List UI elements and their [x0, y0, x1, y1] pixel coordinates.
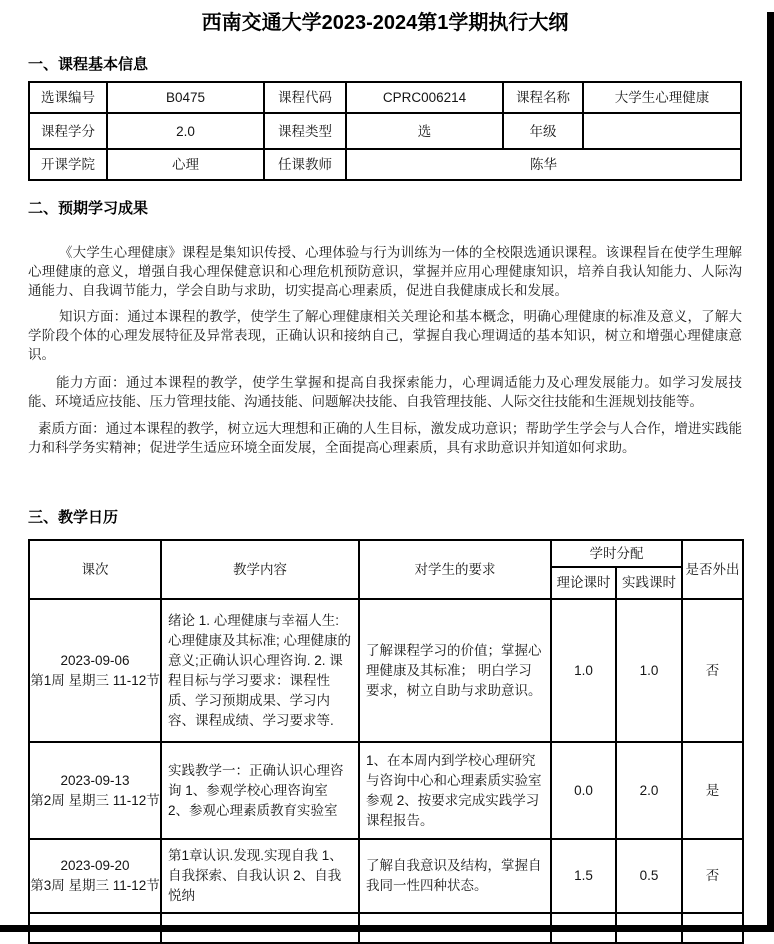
calendar-theory-hours-cell: 1.0	[551, 599, 616, 742]
table-header-row	[29, 540, 743, 567]
section-heading-calendar: 三、教学日历	[28, 509, 119, 526]
course-info-label-cell: 课程代码	[264, 82, 346, 113]
course-info-label-cell: 开课学院	[29, 149, 107, 180]
screen-edge-bottom	[0, 925, 774, 932]
teaching-calendar-table	[28, 539, 744, 944]
course-info-value-cell: 大学生心理健康	[583, 82, 741, 113]
calendar-practice-hours-cell: 1.0	[616, 599, 682, 742]
outcomes-paragraph: 素质方面：通过本课程的教学，树立远大理想和正确的人生目标，激发成功意识；帮助学生学会与人合作，增进实践能力和科学务实精神；促进学生适应环境全面发展，全面提高心理素质，具有求助意识并知道如何求助。	[28, 421, 742, 455]
course-info-label-cell: 课程类型	[264, 113, 346, 149]
document-page	[0, 12, 774, 944]
calendar-outing-cell: 是	[682, 742, 743, 839]
outcomes-paragraph: 能力方面：通过本课程的教学，使学生掌握和提高自我探索能力，心理调适能力及心理发展能力。如学习发展技能、环境适应技能、压力管理技能、沟通技能、问题解决技能、自我管理技能、人际交往技能和生涯规划技能等。	[28, 375, 742, 409]
course-info-value-cell: 心理	[107, 149, 264, 180]
calendar-practice-hours-cell: 2.0	[616, 742, 682, 839]
calendar-practice-hours-cell: 0.5	[616, 839, 682, 913]
table-row	[29, 149, 741, 180]
calendar-header-content: 教学内容	[161, 540, 359, 599]
course-info-label-cell: 课程学分	[29, 113, 107, 149]
table-row	[29, 839, 743, 913]
course-info-value-cell: 选	[346, 113, 503, 149]
outcomes-paragraph: 知识方面：通过本课程的教学，使学生了解心理健康相关关理论和基本概念，明确心理健康的标准及意义，了解大学阶段个体的心理发展特征及异常表现，正确认识和接纳自己，掌握自我心理调适的基本知识，树立和增强心理健康意识。	[28, 309, 742, 362]
calendar-content-cell: 第1章认识.发现.实现自我 1、自我探索、自我认识 2、自我悦纳	[161, 839, 359, 913]
calendar-header-practice-hours: 实践课时	[616, 567, 682, 599]
session-time: 第3周 星期三 11-12节	[30, 878, 160, 893]
course-info-value-cell: 2.0	[107, 113, 264, 149]
calendar-content-cell: 实践教学一：正确认识心理咨询 1、参观学校心理咨询室 2、参观心理素质教育实验室	[161, 742, 359, 839]
calendar-outing-cell: 否	[682, 599, 743, 742]
course-info-label-cell: 课程名称	[503, 82, 583, 113]
course-info-label-cell: 选课编号	[29, 82, 107, 113]
table-row	[29, 599, 743, 742]
course-info-value-cell	[583, 113, 741, 149]
document-title: 西南交通大学2023-2024第1学期执行大纲	[201, 12, 569, 34]
course-info-value-cell: B0475	[107, 82, 264, 113]
calendar-header-requirements: 对学生的要求	[359, 540, 551, 599]
calendar-session-cell	[29, 599, 161, 742]
calendar-header-hours: 学时分配	[551, 540, 682, 567]
session-date: 2023-09-06	[60, 652, 130, 668]
calendar-requirements-cell: 1、在本周内到学校心理研究与咨询中心和心理素质实验室参观 2、按要求完成实践学习课程报告。	[359, 742, 551, 839]
table-row	[29, 82, 741, 113]
calendar-session-cell	[29, 742, 161, 839]
calendar-session-cell	[29, 839, 161, 913]
calendar-content-cell: 绪论 1. 心理健康与幸福人生:心理健康及其标准; 心理健康的意义;正确认识心理咨询. 2. 课程目标与学习要求：课程性质、学习预期成果、学习内容、课程成绩、学习要求等.	[161, 599, 359, 742]
calendar-theory-hours-cell: 1.5	[551, 839, 616, 913]
screen-edge-right	[767, 12, 774, 932]
table-row	[29, 113, 741, 149]
course-info-value-cell: CPRC006214	[346, 82, 503, 113]
section-heading-course-info: 一、课程基本信息	[28, 56, 149, 73]
course-info-label-cell: 任课教师	[264, 149, 346, 180]
section-heading-outcomes: 二、预期学习成果	[28, 200, 149, 217]
calendar-header-theory-hours: 理论课时	[551, 567, 616, 599]
calendar-outing-cell: 否	[682, 839, 743, 913]
course-info-label-cell: 年级	[503, 113, 583, 149]
calendar-requirements-cell: 了解自我意识及结构，掌握自我同一性四种状态。	[359, 839, 551, 913]
course-info-table	[28, 81, 742, 181]
session-time: 第1周 星期三 11-12节	[30, 672, 160, 688]
outcomes-paragraph: 《大学生心理健康》课程是集知识传授、心理体验与行为训练为一体的全校限选通识课程。该课程旨在使学生理解心理健康的意义，增强自我心理保健意识和心理危机预防意识，掌握并应用心理健康知识，培养自我认知能力、人际沟通能力、自我调节能力，学会自助与求助，切实提高心理素质，促进自我健康成长和发展。	[28, 245, 742, 298]
session-time: 第2周 星期三 11-12节	[30, 792, 160, 808]
session-date: 2023-09-20	[60, 858, 130, 873]
table-row	[29, 742, 743, 839]
calendar-header-outing: 是否外出	[682, 540, 743, 599]
calendar-header-session: 课次	[29, 540, 161, 599]
calendar-requirements-cell: 了解课程学习的价值；掌握心理健康及其标准； 明白学习要求，树立自助与求助意识。	[359, 599, 551, 742]
session-date: 2023-09-13	[60, 772, 130, 788]
calendar-theory-hours-cell: 0.0	[551, 742, 616, 839]
course-info-value-cell: 陈华	[346, 149, 741, 180]
